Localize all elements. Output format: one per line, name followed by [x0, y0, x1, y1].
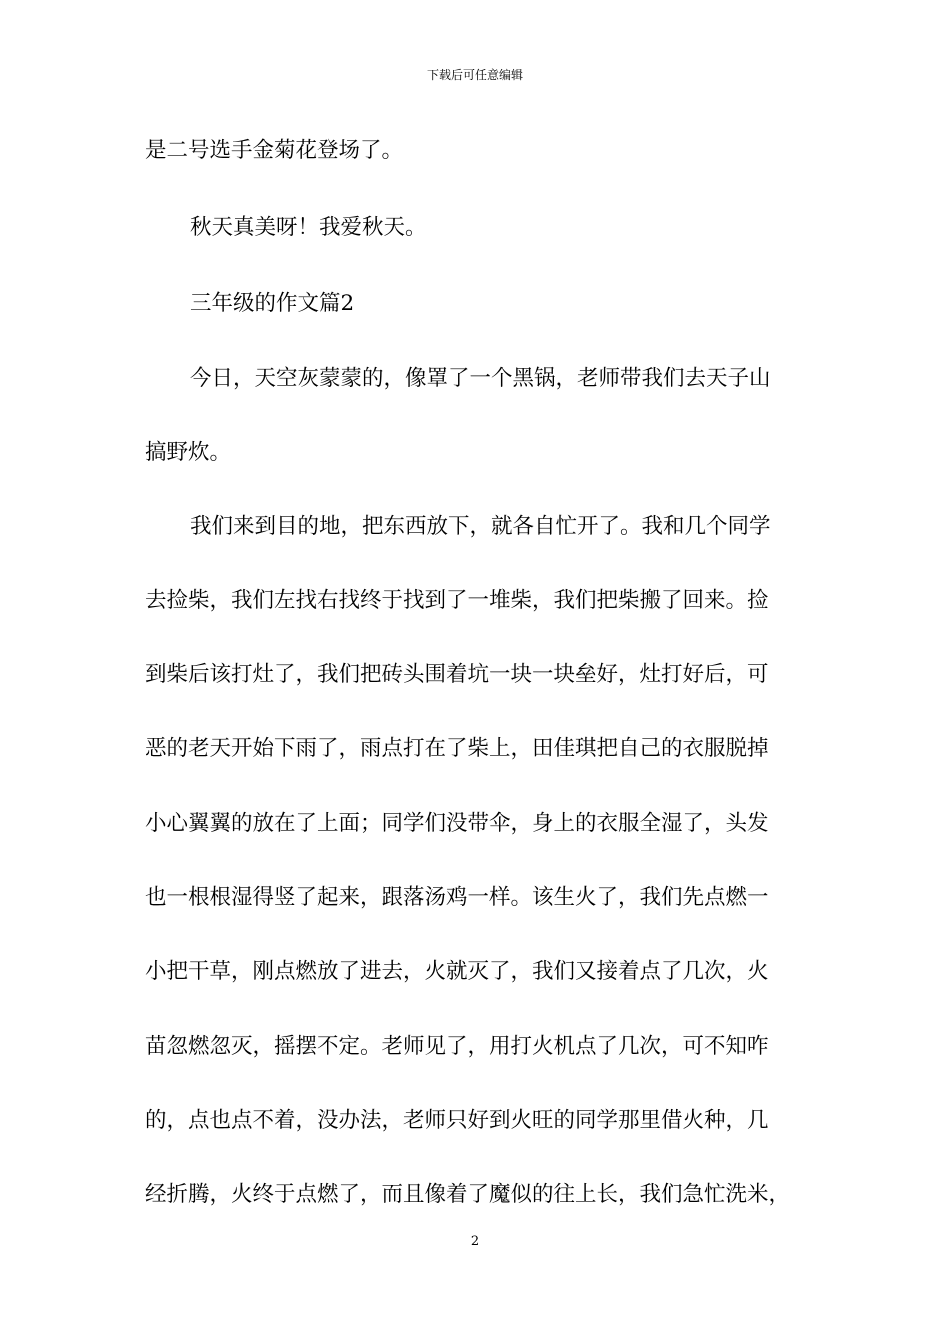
body-line: 是二号选手金菊花登场了。 — [145, 138, 404, 163]
page-header: 下载后可任意编辑 — [426, 68, 523, 82]
body-line: 我们来到目的地，把东西放下，就各自忙开了。我和几个同学 — [190, 514, 771, 539]
body-line: 小把干草，刚点燃放了进去，火就灭了，我们又接着点了几次，火 — [145, 959, 769, 984]
body-line: 苗忽燃忽灭，摇摆不定。老师见了，用打火机点了几次，可不知咋 — [145, 1034, 769, 1059]
body-line: 秋天真美呀！我爱秋天。 — [190, 215, 427, 240]
body-line: 今日，天空灰蒙蒙的，像罩了一个黑锅，老师带我们去天子山 — [190, 366, 771, 391]
body-line: 搞野炊。 — [145, 440, 232, 465]
body-line: 也一根根湿得竖了起来，跟落汤鸡一样。该生火了，我们先点燃一 — [145, 885, 769, 910]
body-line: 小心翼翼的放在了上面；同学们没带伞，身上的衣服全湿了，头发 — [145, 811, 769, 836]
body-line: 的，点也点不着，没办法，老师只好到火旺的同学那里借火种，几 — [145, 1108, 769, 1133]
body-line: 恶的老天开始下雨了，雨点打在了柴上，田佳琪把自己的衣服脱掉 — [145, 736, 769, 761]
page-number: 2 — [470, 1234, 480, 1249]
section-heading: 三年级的作文篇2 — [190, 291, 355, 316]
body-line: 去捡柴，我们左找右找终于找到了一堆柴，我们把柴搬了回来。捡 — [145, 588, 769, 613]
body-line: 到柴后该打灶了，我们把砖头围着坑一块一块垒好，灶打好后，可 — [145, 662, 769, 687]
body-line: 经折腾，火终于点燃了，而且像着了魔似的往上长，我们急忙洗米， — [145, 1182, 791, 1207]
